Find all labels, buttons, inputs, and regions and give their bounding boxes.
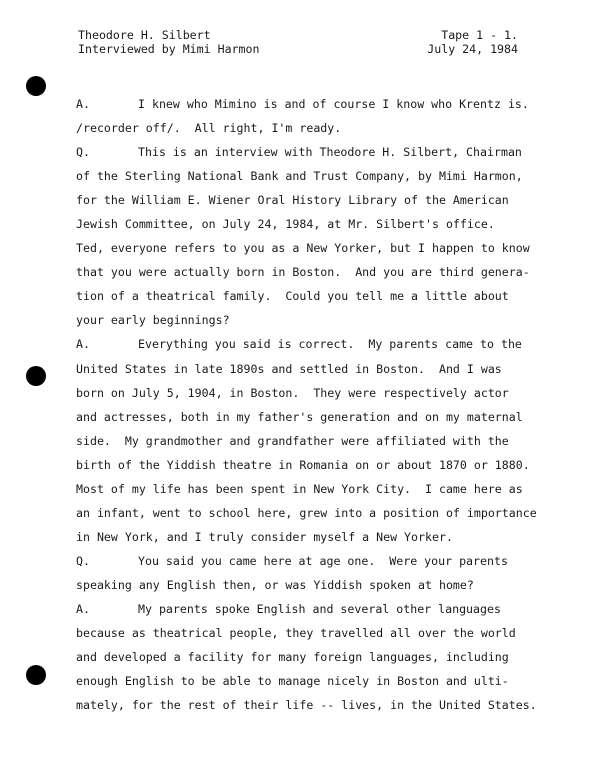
line-text: Ted, everyone refers to you as a New Yorker, but I happen to know (76, 241, 530, 256)
transcript-line (76, 188, 546, 212)
transcript-line (76, 405, 546, 429)
transcript-line (76, 477, 546, 501)
transcript-line (76, 284, 546, 308)
transcript-line (76, 429, 546, 453)
line-text: and actresses, both in my father's generation and on my maternal (76, 409, 523, 424)
transcript-line (76, 212, 546, 236)
line-text: birth of the Yiddish theatre in Romania on or about 1870 or 1880. (76, 457, 530, 472)
transcript-line (76, 357, 546, 381)
transcript-line (76, 332, 546, 356)
speaker-label: A. (76, 601, 90, 616)
line-text: an infant, went to school here, grew into a position of importance (76, 505, 537, 520)
line-text: This is an interview with Theodore H. Silbert, Chairman (138, 145, 522, 160)
document-header (78, 28, 518, 56)
binder-hole-bottom (26, 665, 46, 685)
line-text: I knew who Mimino is and of course I know who Krentz is. (138, 97, 529, 111)
line-text: of the Sterling National Bank and Trust Company, by Mimi Harmon, (76, 169, 523, 184)
line-text: your early beginnings? (76, 313, 230, 328)
line-text: You said you came here at age one. Were your parents (138, 553, 508, 568)
transcript-line (76, 549, 546, 573)
line-text: born on July 5, 1904, in Boston. They were respectively actor (76, 385, 509, 400)
transcript-line (76, 501, 546, 525)
interview-date: July 24, 1984 (427, 42, 518, 56)
line-text: and developed a facility for many foreign languages, including (76, 650, 509, 665)
transcript-line (76, 453, 546, 477)
transcript-line (76, 645, 546, 669)
interviewer-credit: Interviewed by Mimi Harmon (78, 42, 260, 56)
transcript-line (76, 621, 546, 645)
transcript-line (76, 116, 546, 140)
line-text: that you were actually born in Boston. And you are third genera- (76, 265, 530, 280)
line-text: /recorder off/. All right, I'm ready. (76, 121, 342, 136)
line-text: Everything you said is correct. My parents came to the (138, 337, 522, 352)
line-text: side. My grandmother and grandfather were affiliated with the (76, 433, 509, 448)
binder-hole-top (26, 76, 46, 96)
transcript-line (76, 308, 546, 332)
line-text: Most of my life has been spent in New York City. I came here as (76, 481, 523, 496)
transcript-line (76, 597, 546, 621)
transcript-line (76, 140, 546, 164)
speaker-label: A. (76, 97, 90, 111)
line-text: in New York, and I truly consider myself a New Yorker. (76, 529, 453, 544)
speaker-label: Q. (76, 553, 90, 568)
line-text: speaking any English then, or was Yiddish spoken at home? (76, 577, 474, 592)
line-text: for the William E. Wiener Oral History Library of the American (76, 193, 509, 208)
speaker-label: Q. (76, 145, 90, 160)
interviewee-name: Theodore H. Silbert (78, 28, 211, 42)
speaker-label: A. (76, 337, 90, 352)
transcript-line (76, 92, 546, 116)
line-text: tion of a theatrical family. Could you tell me a little about (76, 289, 509, 304)
transcript-line (76, 236, 546, 260)
line-text: Jewish Committee, on July 24, 1984, at Mr. Silbert's office. (76, 217, 495, 232)
transcript-line (76, 260, 546, 284)
line-text: United States in late 1890s and settled in Boston. And I was (76, 361, 502, 376)
transcript-line (76, 164, 546, 188)
tape-number: Tape 1 - 1. (441, 28, 518, 42)
transcript-line (76, 381, 546, 405)
transcript-line (76, 669, 546, 693)
line-text: enough English to be able to manage nicely in Boston and ulti- (76, 674, 509, 689)
transcript-line (76, 693, 546, 717)
transcript-line (76, 573, 546, 597)
transcript-line (76, 525, 546, 549)
binder-hole-middle (26, 366, 46, 386)
line-text: mately, for the rest of their life -- lives, in the United States. (76, 698, 537, 713)
line-text: because as theatrical people, they travelled all over the world (76, 626, 516, 641)
line-text: My parents spoke English and several other languages (138, 601, 501, 616)
transcript-body (76, 92, 546, 717)
